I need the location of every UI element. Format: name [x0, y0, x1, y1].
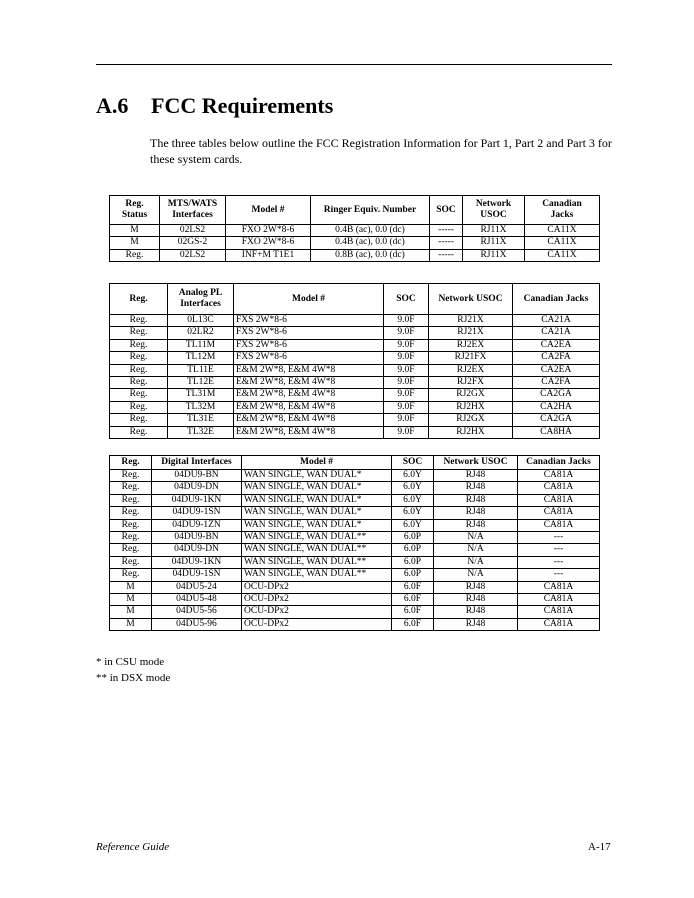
table-cell: 9.0F — [384, 426, 429, 438]
table-cell: 04DU5-96 — [152, 618, 242, 630]
table-cell: CA2FA — [513, 352, 600, 364]
table-cell: RJ48 — [434, 606, 518, 618]
table-cell: RJ21FX — [429, 352, 513, 364]
table-row — [110, 470, 600, 482]
table-cell: WAN SINGLE, WAN DUAL* — [242, 494, 392, 506]
table-cell: 6.0F — [392, 618, 434, 630]
table-cell: 9.0F — [384, 389, 429, 401]
table-row — [110, 225, 600, 237]
table-cell: CA2GA — [513, 414, 600, 426]
table-cell: TL12M — [168, 352, 234, 364]
column-header: Network USOC — [434, 456, 518, 470]
table-cell: TL11E — [168, 364, 234, 376]
intro-paragraph: The three tables below outline the FCC Registration Information for Part 1, Part 2 and Part 3 for these system cards. — [150, 136, 612, 166]
table-cell: M — [110, 237, 160, 249]
table-row — [110, 426, 600, 438]
table-cell: Reg. — [110, 470, 152, 482]
table-cell: Reg. — [110, 532, 152, 544]
table-cell: Reg. — [110, 569, 152, 581]
table-cell: Reg. — [110, 426, 168, 438]
table-cell: Reg. — [110, 482, 152, 494]
table-cell: RJ2GX — [429, 389, 513, 401]
table-cell: 6.0Y — [392, 482, 434, 494]
table-cell: M — [110, 606, 152, 618]
column-header: Analog PL Interfaces — [168, 284, 234, 315]
table-cell: RJ48 — [434, 482, 518, 494]
column-header: MTS/WATS Interfaces — [160, 196, 226, 225]
table-row — [110, 401, 600, 413]
table-row — [110, 532, 600, 544]
table-cell: Reg. — [110, 327, 168, 339]
table-cell: RJ48 — [434, 618, 518, 630]
footer-page-number: A-17 — [588, 841, 611, 853]
table-row — [110, 364, 600, 376]
column-header: Canadian Jacks — [525, 196, 600, 225]
table-cell: Reg. — [110, 507, 152, 519]
table-cell: 6.0F — [392, 606, 434, 618]
table-cell: INF+M T1E1 — [226, 249, 311, 261]
table-cell: E&M 2W*8, E&M 4W*8 — [234, 401, 384, 413]
column-header: Ringer Equiv. Number — [311, 196, 430, 225]
table-header-row — [110, 456, 600, 470]
table-cell: OCU-DPx2 — [242, 618, 392, 630]
column-header: Canadian Jacks — [513, 284, 600, 315]
table-cell: 02LS2 — [160, 249, 226, 261]
table-cell: CA8HA — [513, 426, 600, 438]
table-cell: N/A — [434, 556, 518, 568]
table-cell: E&M 2W*8, E&M 4W*8 — [234, 377, 384, 389]
table-cell: 04DU9-DN — [152, 544, 242, 556]
table-cell: Reg. — [110, 556, 152, 568]
table-row — [110, 507, 600, 519]
table-cell: OCU-DPx2 — [242, 581, 392, 593]
table-cell: TL31M — [168, 389, 234, 401]
table-cell: CA11X — [525, 249, 600, 261]
table-cell: RJ2EX — [429, 364, 513, 376]
table-cell: 0L13C — [168, 315, 234, 327]
table-cell: Reg. — [110, 414, 168, 426]
table-cell: 0.4B (ac), 0.0 (dc) — [311, 225, 430, 237]
table-row — [110, 237, 600, 249]
table-cell: TL31E — [168, 414, 234, 426]
table-cell: 9.0F — [384, 377, 429, 389]
table-cell: CA81A — [518, 494, 600, 506]
table-cell: 9.0F — [384, 352, 429, 364]
table-row — [110, 414, 600, 426]
table-row — [110, 556, 600, 568]
table-cell: M — [110, 581, 152, 593]
fcc-table-part1 — [109, 195, 600, 262]
column-header: Network USOC — [463, 196, 525, 225]
table-cell: FXO 2W*8-6 — [226, 237, 311, 249]
table-cell: E&M 2W*8, E&M 4W*8 — [234, 426, 384, 438]
table-cell: 02GS-2 — [160, 237, 226, 249]
table-cell: CA2GA — [513, 389, 600, 401]
table-cell: 04DU5-56 — [152, 606, 242, 618]
footnotes — [96, 654, 170, 686]
table-cell: CA21A — [513, 315, 600, 327]
table-cell: FXS 2W*8-6 — [234, 315, 384, 327]
table-cell: RJ48 — [434, 494, 518, 506]
table-cell: Reg. — [110, 315, 168, 327]
table-cell: M — [110, 225, 160, 237]
table-cell: Reg. — [110, 377, 168, 389]
table-cell: 6.0Y — [392, 494, 434, 506]
table-row — [110, 339, 600, 351]
column-header: Reg. — [110, 456, 152, 470]
table-cell: WAN SINGLE, WAN DUAL** — [242, 532, 392, 544]
table-cell: 02LS2 — [160, 225, 226, 237]
table-cell: CA81A — [518, 470, 600, 482]
table-cell: RJ2GX — [429, 414, 513, 426]
column-header: Reg. Status — [110, 196, 160, 225]
table-cell: 04DU5-24 — [152, 581, 242, 593]
footnote-dsx: ** in DSX mode — [96, 672, 171, 684]
table-row — [110, 544, 600, 556]
table-cell: 9.0F — [384, 327, 429, 339]
table-cell: RJ48 — [434, 507, 518, 519]
column-header: SOC — [392, 456, 434, 470]
table-cell: --- — [518, 544, 600, 556]
table-cell: RJ11X — [463, 237, 525, 249]
header-rule — [96, 64, 612, 65]
table-cell: CA2EA — [513, 339, 600, 351]
table-cell: Reg. — [110, 494, 152, 506]
table-cell: 04DU9-DN — [152, 482, 242, 494]
table-cell: 04DU9-1SN — [152, 569, 242, 581]
table-row — [110, 569, 600, 581]
table-cell: 9.0F — [384, 414, 429, 426]
table-cell: CA2EA — [513, 364, 600, 376]
table-row — [110, 315, 600, 327]
table-cell: RJ2EX — [429, 339, 513, 351]
table-cell: 6.0F — [392, 594, 434, 606]
table-cell: E&M 2W*8, E&M 4W*8 — [234, 389, 384, 401]
table-cell: WAN SINGLE, WAN DUAL** — [242, 544, 392, 556]
table-cell: 6.0P — [392, 569, 434, 581]
table-cell: N/A — [434, 532, 518, 544]
table-cell: RJ11X — [463, 225, 525, 237]
table-row — [110, 377, 600, 389]
section-title: FCC Requirements — [151, 93, 334, 118]
table-cell: FXS 2W*8-6 — [234, 327, 384, 339]
table-cell: Reg. — [110, 519, 152, 531]
table-cell: WAN SINGLE, WAN DUAL** — [242, 569, 392, 581]
table-cell: CA11X — [525, 225, 600, 237]
table-cell: OCU-DPx2 — [242, 594, 392, 606]
table-header-row — [110, 284, 600, 315]
table-cell: --- — [518, 556, 600, 568]
table-cell: Reg. — [110, 352, 168, 364]
table-cell: Reg. — [110, 249, 160, 261]
table-header-row — [110, 196, 600, 225]
table-cell: 9.0F — [384, 401, 429, 413]
table-cell: FXS 2W*8-6 — [234, 339, 384, 351]
table-cell: RJ2FX — [429, 377, 513, 389]
section-heading — [96, 93, 333, 119]
table-cell: Reg. — [110, 389, 168, 401]
table-cell: ----- — [430, 249, 463, 261]
column-header: Model # — [226, 196, 311, 225]
table-row — [110, 594, 600, 606]
table-cell: 9.0F — [384, 339, 429, 351]
table-cell: RJ11X — [463, 249, 525, 261]
table-row — [110, 519, 600, 531]
column-header: Canadian Jacks — [518, 456, 600, 470]
table-cell: RJ21X — [429, 327, 513, 339]
table-cell: WAN SINGLE, WAN DUAL* — [242, 470, 392, 482]
column-header: Reg. — [110, 284, 168, 315]
table-cell: 6.0P — [392, 556, 434, 568]
table-cell: CA11X — [525, 237, 600, 249]
table-cell: CA81A — [518, 618, 600, 630]
table-cell: WAN SINGLE, WAN DUAL* — [242, 482, 392, 494]
table-cell: 6.0P — [392, 544, 434, 556]
section-number: A.6 — [96, 93, 129, 118]
table-cell: CA81A — [518, 482, 600, 494]
table-cell: FXS 2W*8-6 — [234, 352, 384, 364]
table-cell: 04DU5-48 — [152, 594, 242, 606]
table-cell: RJ48 — [434, 470, 518, 482]
table-cell: 6.0F — [392, 581, 434, 593]
table-cell: RJ2HX — [429, 426, 513, 438]
table-cell: 04DU9-BN — [152, 470, 242, 482]
table-cell: Reg. — [110, 401, 168, 413]
table-cell: CA81A — [518, 519, 600, 531]
table-cell: 04DU9-1ZN — [152, 519, 242, 531]
table-cell: TL11M — [168, 339, 234, 351]
table-cell: Reg. — [110, 364, 168, 376]
table-row — [110, 581, 600, 593]
table-cell: 9.0F — [384, 315, 429, 327]
table-cell: CA81A — [518, 507, 600, 519]
table-row — [110, 352, 600, 364]
table-cell: 0.8B (ac), 0.0 (dc) — [311, 249, 430, 261]
table-cell: CA81A — [518, 581, 600, 593]
column-header: SOC — [430, 196, 463, 225]
table-cell: CA2FA — [513, 377, 600, 389]
fcc-table-part3 — [109, 455, 600, 631]
table-cell: 04DU9-BN — [152, 532, 242, 544]
table-cell: CA81A — [518, 606, 600, 618]
table-cell: --- — [518, 532, 600, 544]
table-cell: 9.0F — [384, 364, 429, 376]
table-cell: RJ48 — [434, 519, 518, 531]
table-cell: RJ21X — [429, 315, 513, 327]
table-cell: CA2HA — [513, 401, 600, 413]
table-cell: 0.4B (ac), 0.0 (dc) — [311, 237, 430, 249]
table-row — [110, 327, 600, 339]
table-cell: 6.0Y — [392, 470, 434, 482]
table-cell: E&M 2W*8, E&M 4W*8 — [234, 364, 384, 376]
table-cell: M — [110, 618, 152, 630]
table-cell: FXO 2W*8-6 — [226, 225, 311, 237]
table-cell: N/A — [434, 544, 518, 556]
table-cell: TL32E — [168, 426, 234, 438]
table-cell: TL12E — [168, 377, 234, 389]
table-cell: CA21A — [513, 327, 600, 339]
table-row — [110, 494, 600, 506]
table-cell: TL32M — [168, 401, 234, 413]
table-cell: Reg. — [110, 339, 168, 351]
column-header: Model # — [242, 456, 392, 470]
table-cell: ----- — [430, 225, 463, 237]
footer-doc-title: Reference Guide — [96, 841, 170, 853]
table-row — [110, 482, 600, 494]
table-cell: 6.0P — [392, 532, 434, 544]
table-cell: CA81A — [518, 594, 600, 606]
table-cell: RJ48 — [434, 594, 518, 606]
table-cell: --- — [518, 569, 600, 581]
table-cell: RJ2HX — [429, 401, 513, 413]
table-cell: WAN SINGLE, WAN DUAL** — [242, 556, 392, 568]
column-header: SOC — [384, 284, 429, 315]
table-cell: WAN SINGLE, WAN DUAL* — [242, 519, 392, 531]
table-cell: M — [110, 594, 152, 606]
footnote-csu: * in CSU mode — [96, 656, 165, 668]
column-header: Network USOC — [429, 284, 513, 315]
table-cell: Reg. — [110, 544, 152, 556]
table-cell: 04DU9-1SN — [152, 507, 242, 519]
table-cell: ----- — [430, 237, 463, 249]
column-header: Digital Interfaces — [152, 456, 242, 470]
table-row — [110, 606, 600, 618]
table-cell: OCU-DPx2 — [242, 606, 392, 618]
table-cell: 02LR2 — [168, 327, 234, 339]
table-cell: WAN SINGLE, WAN DUAL* — [242, 507, 392, 519]
table-cell: 6.0Y — [392, 519, 434, 531]
table-cell: N/A — [434, 569, 518, 581]
table-cell: 6.0Y — [392, 507, 434, 519]
table-row — [110, 389, 600, 401]
fcc-table-part2 — [109, 283, 600, 439]
table-cell: 04DU9-1KN — [152, 556, 242, 568]
table-cell: RJ48 — [434, 581, 518, 593]
table-cell: 04DU9-1KN — [152, 494, 242, 506]
table-cell: E&M 2W*8, E&M 4W*8 — [234, 414, 384, 426]
table-row — [110, 249, 600, 261]
table-row — [110, 618, 600, 630]
column-header: Model # — [234, 284, 384, 315]
